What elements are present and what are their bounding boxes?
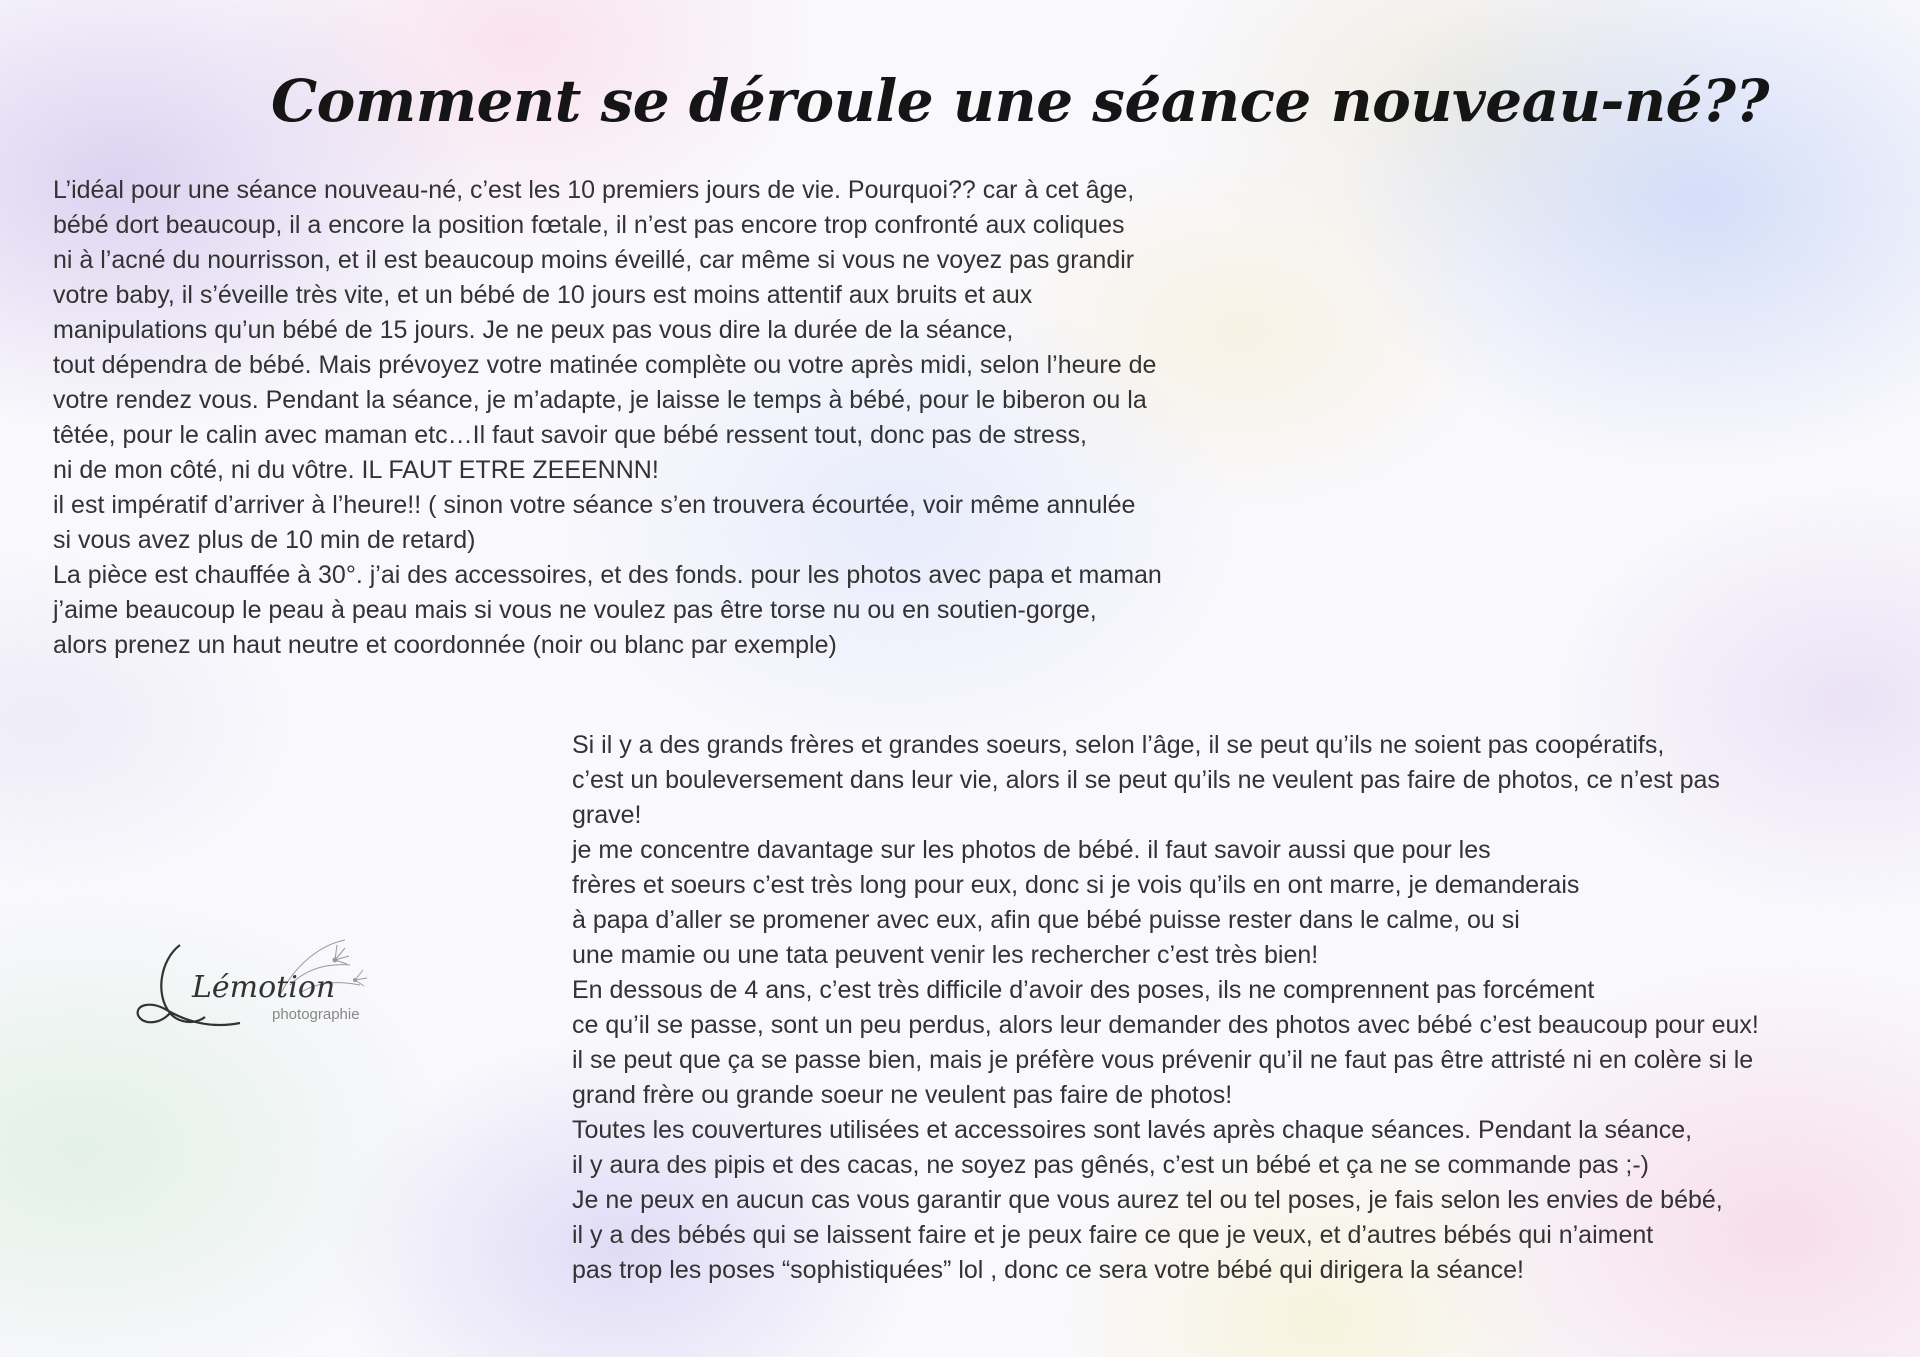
paragraph-line: j’aime beaucoup le peau à peau mais si vous ne voulez pas être torse nu ou en soutien-gorge, bbox=[53, 596, 1097, 624]
paragraph-line: il y aura des pipis et des cacas, ne soyez pas gênés, c’est un bébé et ça ne se commande pas ;-) bbox=[572, 1151, 1649, 1179]
paragraph-line: En dessous de 4 ans, c’est très difficile d’avoir des poses, ils ne comprennent pas forcément bbox=[572, 976, 1595, 1004]
paragraph-line: ni de mon côté, ni du vôtre. IL FAUT ETRE ZEEENNN! bbox=[53, 456, 659, 484]
paragraph-line: La pièce est chauffée à 30°. j’ai des accessoires, et des fonds. pour les photos avec papa et maman bbox=[53, 561, 1162, 589]
paragraph-line: grand frère ou grande soeur ne veulent pas faire de photos! bbox=[572, 1081, 1233, 1109]
paragraph-line: bébé dort beaucoup, il a encore la position fœtale, il n’est pas encore trop confronté aux coliques bbox=[53, 211, 1125, 239]
paragraph-line: Toutes les couvertures utilisées et accessoires sont lavés après chaque séances. Pendant la séance, bbox=[572, 1116, 1693, 1144]
paragraph-line: il est impératif d’arriver à l’heure!! ( sinon votre séance s’en trouvera écourtée, voir même annulée bbox=[53, 491, 1136, 519]
paragraph-line: têtée, pour le calin avec maman etc…Il faut savoir que bébé ressent tout, donc pas de stress, bbox=[53, 421, 1087, 449]
brand-logo bbox=[130, 925, 390, 1045]
intro-paragraph bbox=[53, 173, 1162, 663]
paragraph-line: alors prenez un haut neutre et coordonnée (noir ou blanc par exemple) bbox=[53, 631, 837, 659]
paragraph-line: je me concentre davantage sur les photos de bébé. il faut savoir aussi que pour les bbox=[572, 836, 1491, 864]
paragraph-line: tout dépendra de bébé. Mais prévoyez votre matinée complète ou votre après midi, selon l’heure de bbox=[53, 351, 1157, 379]
siblings-paragraph bbox=[572, 728, 1759, 1288]
paragraph-line: à papa d’aller se promener avec eux, afin que bébé puisse rester dans le calme, ou si bbox=[572, 906, 1520, 934]
paragraph-line: ce qu’il se passe, sont un peu perdus, alors leur demander des photos avec bébé c’est beaucoup pour eux! bbox=[572, 1011, 1759, 1039]
paragraph-line: manipulations qu’un bébé de 15 jours. Je ne peux pas vous dire la durée de la séance, bbox=[53, 316, 1014, 344]
logo-wordmark: Lémotion bbox=[192, 970, 336, 1005]
paragraph-line: Je ne peux en aucun cas vous garantir que vous aurez tel ou tel poses, je fais selon les envies de bébé, bbox=[572, 1186, 1723, 1214]
paragraph-line: grave! bbox=[572, 801, 642, 829]
logo-tagline: photographie bbox=[272, 1006, 360, 1023]
paragraph-line: c’est un bouleversement dans leur vie, alors il se peut qu’ils ne veulent pas faire de photos, ce n’est pas bbox=[572, 766, 1720, 794]
paragraph-line: il se peut que ça se passe bien, mais je préfère vous prévenir qu’il ne faut pas être attristé ni en colère si le bbox=[572, 1046, 1754, 1074]
paragraph-line: votre rendez vous. Pendant la séance, je m’adapte, je laisse le temps à bébé, pour le biberon ou la bbox=[53, 386, 1147, 414]
paragraph-line: il y a des bébés qui se laissent faire et je peux faire ce que je veux, et d’autres bébés qui n’aiment bbox=[572, 1221, 1654, 1249]
paragraph-line: une mamie ou une tata peuvent venir les rechercher c’est très bien! bbox=[572, 941, 1319, 969]
paragraph-line: si vous avez plus de 10 min de retard) bbox=[53, 526, 476, 554]
paragraph-line: Si il y a des grands frères et grandes soeurs, selon l’âge, il se peut qu’ils ne soient pas coopératifs, bbox=[572, 731, 1665, 759]
page-title: Comment se déroule une séance nouveau-né?? bbox=[270, 66, 1770, 135]
paragraph-line: frères et soeurs c’est très long pour eux, donc si je vois qu’ils en ont marre, je demanderais bbox=[572, 871, 1580, 899]
paragraph-line: L’idéal pour une séance nouveau-né, c’est les 10 premiers jours de vie. Pourquoi?? car à cet âge, bbox=[53, 176, 1135, 204]
paragraph-line: pas trop les poses “sophistiquées” lol , donc ce sera votre bébé qui dirigera la séance! bbox=[572, 1256, 1524, 1284]
dandelion-logo-icon bbox=[130, 925, 390, 1045]
paragraph-line: votre baby, il s’éveille très vite, et un bébé de 10 jours est moins attentif aux bruits et aux bbox=[53, 281, 1033, 309]
paragraph-line: ni à l’acné du nourrisson, et il est beaucoup moins éveillé, car même si vous ne voyez pas grandir bbox=[53, 246, 1135, 274]
